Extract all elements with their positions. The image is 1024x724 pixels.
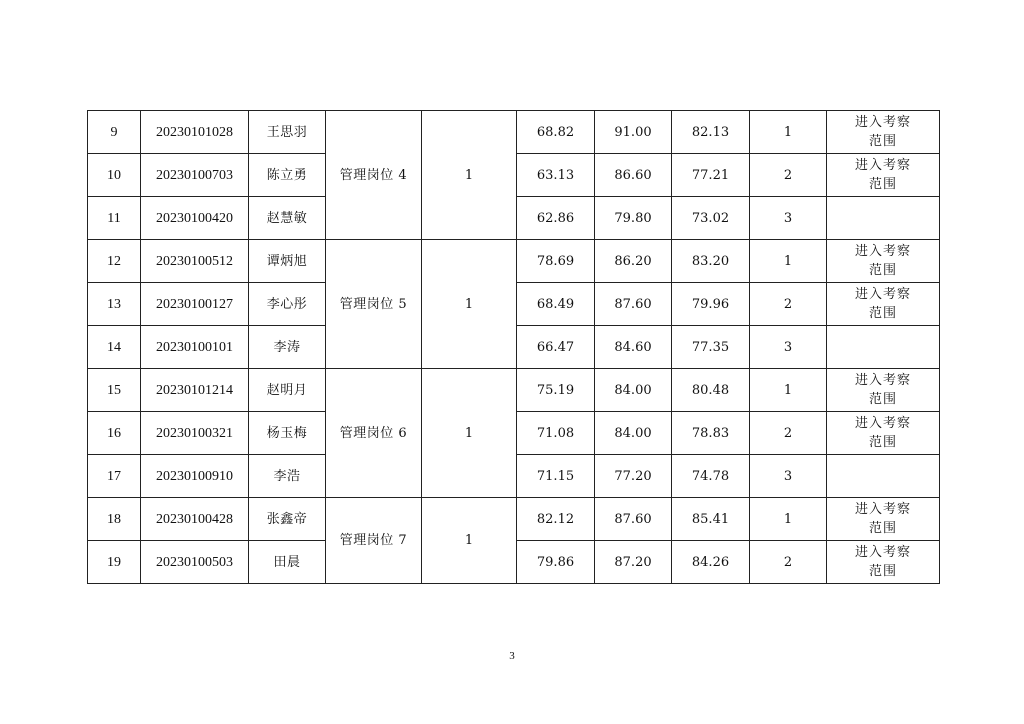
note-line: 范围 <box>868 521 897 536</box>
note-cell <box>827 111 940 154</box>
hire-count-cell: 1 <box>422 240 517 369</box>
note-line: 进入考察 <box>854 115 911 130</box>
rank-cell: 2 <box>750 412 827 455</box>
candidate-name-cell: 赵慧敏 <box>249 197 326 240</box>
note-cell <box>827 369 940 412</box>
row-number-cell: 10 <box>88 154 141 197</box>
position-cell: 管理岗位 7 <box>326 498 422 584</box>
hire-count-cell: 1 <box>422 111 517 240</box>
row-number-cell: 16 <box>88 412 141 455</box>
interview-score-cell: 87.60 <box>595 283 672 326</box>
total-score-cell: 77.21 <box>672 154 750 197</box>
interview-score-cell: 77.20 <box>595 455 672 498</box>
total-score-cell: 79.96 <box>672 283 750 326</box>
total-score-cell: 78.83 <box>672 412 750 455</box>
written-score-cell: 75.19 <box>517 369 595 412</box>
interview-score-cell: 84.60 <box>595 326 672 369</box>
exam-id-cell: 20230100420 <box>141 197 249 240</box>
written-score-cell: 66.47 <box>517 326 595 369</box>
candidate-name-cell: 陈立勇 <box>249 154 326 197</box>
note-cell <box>827 541 940 584</box>
exam-id-cell: 20230100910 <box>141 455 249 498</box>
note-cell <box>827 240 940 283</box>
hire-count-cell: 1 <box>422 369 517 498</box>
rank-cell: 1 <box>750 111 827 154</box>
row-number-cell: 11 <box>88 197 141 240</box>
results-table <box>87 110 940 584</box>
total-score-cell: 85.41 <box>672 498 750 541</box>
note-cell <box>827 326 940 369</box>
row-number-cell: 14 <box>88 326 141 369</box>
written-score-cell: 82.12 <box>517 498 595 541</box>
position-cell: 管理岗位 5 <box>326 240 422 369</box>
note-cell <box>827 412 940 455</box>
written-score-cell: 78.69 <box>517 240 595 283</box>
candidate-name-cell: 王思羽 <box>249 111 326 154</box>
interview-score-cell: 84.00 <box>595 369 672 412</box>
written-score-cell: 71.15 <box>517 455 595 498</box>
position-cell: 管理岗位 6 <box>326 369 422 498</box>
candidate-name-cell: 张鑫帝 <box>249 498 326 541</box>
note-line: 范围 <box>868 177 897 192</box>
position-cell: 管理岗位 4 <box>326 111 422 240</box>
exam-id-cell: 20230100512 <box>141 240 249 283</box>
candidate-name-cell: 赵明月 <box>249 369 326 412</box>
rank-cell: 1 <box>750 369 827 412</box>
written-score-cell: 68.49 <box>517 283 595 326</box>
exam-id-cell: 20230100127 <box>141 283 249 326</box>
rank-cell: 2 <box>750 154 827 197</box>
total-score-cell: 84.26 <box>672 541 750 584</box>
row-number-cell: 13 <box>88 283 141 326</box>
exam-id-cell: 20230100428 <box>141 498 249 541</box>
note-line: 范围 <box>868 134 897 149</box>
total-score-cell: 73.02 <box>672 197 750 240</box>
total-score-cell: 82.13 <box>672 111 750 154</box>
note-line: 进入考察 <box>854 545 911 560</box>
row-number-cell: 12 <box>88 240 141 283</box>
rank-cell: 1 <box>750 240 827 283</box>
written-score-cell: 79.86 <box>517 541 595 584</box>
note-line: 范围 <box>868 263 897 278</box>
note-line: 进入考察 <box>854 244 911 259</box>
rank-cell: 3 <box>750 197 827 240</box>
interview-score-cell: 87.60 <box>595 498 672 541</box>
rank-cell: 3 <box>750 455 827 498</box>
note-cell <box>827 197 940 240</box>
row-number-cell: 19 <box>88 541 141 584</box>
page-number: 3 <box>509 650 515 662</box>
total-score-cell: 77.35 <box>672 326 750 369</box>
candidate-name-cell: 李浩 <box>249 455 326 498</box>
interview-score-cell: 79.80 <box>595 197 672 240</box>
interview-score-cell: 86.20 <box>595 240 672 283</box>
interview-score-cell: 84.00 <box>595 412 672 455</box>
table-row <box>88 498 940 541</box>
total-score-cell: 80.48 <box>672 369 750 412</box>
exam-id-cell: 20230100703 <box>141 154 249 197</box>
candidate-name-cell: 谭炳旭 <box>249 240 326 283</box>
note-cell <box>827 283 940 326</box>
row-number-cell: 9 <box>88 111 141 154</box>
note-line: 范围 <box>868 392 897 407</box>
written-score-cell: 68.82 <box>517 111 595 154</box>
note-line: 进入考察 <box>854 158 911 173</box>
note-cell <box>827 455 940 498</box>
written-score-cell: 71.08 <box>517 412 595 455</box>
candidate-name-cell: 田晨 <box>249 541 326 584</box>
table-row <box>88 369 940 412</box>
note-line: 范围 <box>868 435 897 450</box>
candidate-name-cell: 杨玉梅 <box>249 412 326 455</box>
candidate-name-cell: 李心彤 <box>249 283 326 326</box>
row-number-cell: 18 <box>88 498 141 541</box>
interview-score-cell: 86.60 <box>595 154 672 197</box>
candidate-name-cell: 李涛 <box>249 326 326 369</box>
interview-score-cell: 87.20 <box>595 541 672 584</box>
written-score-cell: 63.13 <box>517 154 595 197</box>
exam-id-cell: 20230101028 <box>141 111 249 154</box>
note-line: 范围 <box>868 564 897 579</box>
note-cell <box>827 498 940 541</box>
total-score-cell: 83.20 <box>672 240 750 283</box>
row-number-cell: 15 <box>88 369 141 412</box>
total-score-cell: 74.78 <box>672 455 750 498</box>
results-table-body <box>88 111 940 584</box>
table-row <box>88 240 940 283</box>
note-line: 进入考察 <box>854 502 911 517</box>
rank-cell: 1 <box>750 498 827 541</box>
interview-score-cell: 91.00 <box>595 111 672 154</box>
exam-id-cell: 20230100101 <box>141 326 249 369</box>
note-line: 范围 <box>868 306 897 321</box>
rank-cell: 3 <box>750 326 827 369</box>
exam-id-cell: 20230100503 <box>141 541 249 584</box>
note-line: 进入考察 <box>854 416 911 431</box>
hire-count-cell: 1 <box>422 498 517 584</box>
note-line: 进入考察 <box>854 373 911 388</box>
rank-cell: 2 <box>750 541 827 584</box>
table-row <box>88 111 940 154</box>
exam-id-cell: 20230100321 <box>141 412 249 455</box>
row-number-cell: 17 <box>88 455 141 498</box>
rank-cell: 2 <box>750 283 827 326</box>
written-score-cell: 62.86 <box>517 197 595 240</box>
note-cell <box>827 154 940 197</box>
exam-id-cell: 20230101214 <box>141 369 249 412</box>
note-line: 进入考察 <box>854 287 911 302</box>
